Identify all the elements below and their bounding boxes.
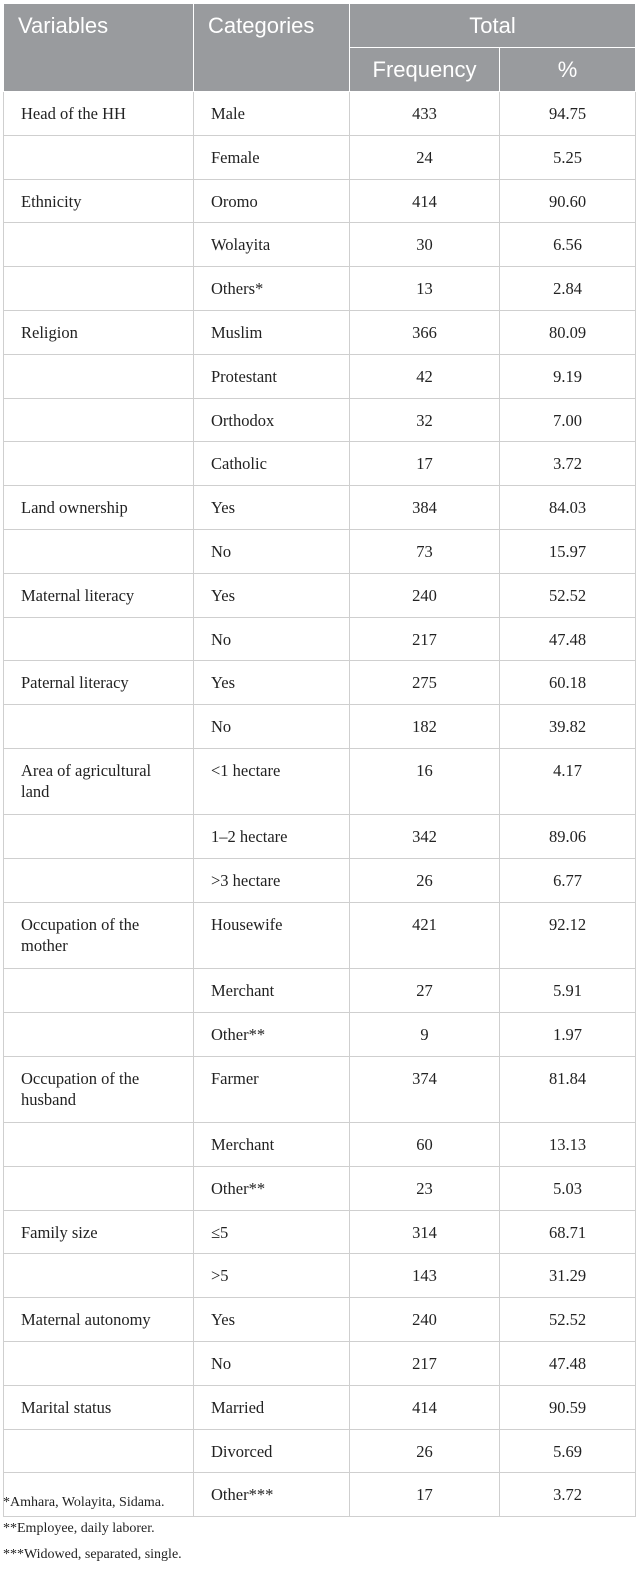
table-container — [3, 3, 635, 1517]
cell-category: >5 — [194, 1254, 350, 1298]
cell-percent: 90.60 — [500, 179, 636, 223]
cell-percent: 6.56 — [500, 223, 636, 267]
cell-frequency: 32 — [350, 398, 500, 442]
cell-frequency: 414 — [350, 1385, 500, 1429]
table-body — [4, 92, 636, 1517]
cell-frequency: 240 — [350, 1298, 500, 1342]
cell-variable: Maternal autonomy — [4, 1298, 194, 1342]
cell-category: ≤5 — [194, 1210, 350, 1254]
cell-frequency: 17 — [350, 442, 500, 486]
cell-frequency: 9 — [350, 1012, 500, 1056]
footnote-2: **Employee, daily laborer. — [3, 1521, 155, 1536]
cell-category: No — [194, 617, 350, 661]
cell-category: Yes — [194, 661, 350, 705]
cell-percent: 92.12 — [500, 902, 636, 968]
cell-frequency: 60 — [350, 1123, 500, 1167]
cell-category: Merchant — [194, 1123, 350, 1167]
table-row — [4, 573, 636, 617]
cell-variable: Paternal literacy — [4, 661, 194, 705]
cell-variable — [4, 859, 194, 903]
table-row — [4, 748, 636, 814]
cell-category: No — [194, 1342, 350, 1386]
cell-category: Wolayita — [194, 223, 350, 267]
cell-percent: 94.75 — [500, 92, 636, 136]
cell-variable — [4, 354, 194, 398]
cell-variable: Occupation of the mother — [4, 902, 194, 968]
cell-percent: 5.91 — [500, 969, 636, 1013]
table-row — [4, 661, 636, 705]
cell-frequency: 24 — [350, 135, 500, 179]
table-row — [4, 617, 636, 661]
cell-percent: 7.00 — [500, 398, 636, 442]
cell-category: Housewife — [194, 902, 350, 968]
cell-percent: 60.18 — [500, 661, 636, 705]
cell-category: Merchant — [194, 969, 350, 1013]
cell-frequency: 73 — [350, 529, 500, 573]
cell-percent: 31.29 — [500, 1254, 636, 1298]
cell-category: Oromo — [194, 179, 350, 223]
cell-category: Yes — [194, 1298, 350, 1342]
cell-percent: 5.69 — [500, 1429, 636, 1473]
table-row — [4, 267, 636, 311]
table-row — [4, 969, 636, 1013]
table-header — [4, 4, 636, 92]
demographics-table — [3, 3, 636, 1517]
table-row — [4, 92, 636, 136]
cell-percent: 68.71 — [500, 1210, 636, 1254]
cell-variable — [4, 135, 194, 179]
cell-percent: 81.84 — [500, 1056, 636, 1122]
cell-variable: Head of the HH — [4, 92, 194, 136]
cell-variable: Area of agricultural land — [4, 748, 194, 814]
cell-category: Female — [194, 135, 350, 179]
table-row — [4, 354, 636, 398]
cell-frequency: 240 — [350, 573, 500, 617]
header-frequency: Frequency — [350, 48, 500, 92]
cell-category: Other** — [194, 1166, 350, 1210]
cell-frequency: 30 — [350, 223, 500, 267]
cell-variable: Ethnicity — [4, 179, 194, 223]
cell-variable — [4, 1342, 194, 1386]
cell-category: Divorced — [194, 1429, 350, 1473]
cell-frequency: 16 — [350, 748, 500, 814]
table-row — [4, 1123, 636, 1167]
cell-category: Other** — [194, 1012, 350, 1056]
cell-frequency: 374 — [350, 1056, 500, 1122]
cell-variable — [4, 267, 194, 311]
cell-variable: Occupation of the husband — [4, 1056, 194, 1122]
table-row — [4, 310, 636, 354]
cell-frequency: 26 — [350, 859, 500, 903]
cell-percent: 3.72 — [500, 1473, 636, 1517]
table-row — [4, 1342, 636, 1386]
cell-frequency: 143 — [350, 1254, 500, 1298]
table-row — [4, 1385, 636, 1429]
header-categories: Categories — [194, 4, 350, 92]
cell-percent: 3.72 — [500, 442, 636, 486]
cell-frequency: 314 — [350, 1210, 500, 1254]
cell-category: No — [194, 529, 350, 573]
cell-percent: 5.03 — [500, 1166, 636, 1210]
table-row — [4, 135, 636, 179]
cell-percent: 15.97 — [500, 529, 636, 573]
cell-category: <1 hectare — [194, 748, 350, 814]
cell-category: Yes — [194, 573, 350, 617]
cell-category: Farmer — [194, 1056, 350, 1122]
cell-variable: Family size — [4, 1210, 194, 1254]
footnote-1: *Amhara, Wolayita, Sidama. — [3, 1495, 165, 1510]
header-percent: % — [500, 48, 636, 92]
cell-variable — [4, 1429, 194, 1473]
cell-frequency: 42 — [350, 354, 500, 398]
cell-percent: 89.06 — [500, 815, 636, 859]
cell-percent: 1.97 — [500, 1012, 636, 1056]
table-row — [4, 1298, 636, 1342]
cell-variable — [4, 1123, 194, 1167]
cell-percent: 5.25 — [500, 135, 636, 179]
cell-frequency: 217 — [350, 1342, 500, 1386]
cell-category: Married — [194, 1385, 350, 1429]
cell-percent: 47.48 — [500, 617, 636, 661]
cell-category: Catholic — [194, 442, 350, 486]
cell-category: Protestant — [194, 354, 350, 398]
cell-frequency: 421 — [350, 902, 500, 968]
table-row — [4, 1056, 636, 1122]
cell-frequency: 275 — [350, 661, 500, 705]
table-row — [4, 179, 636, 223]
cell-frequency: 17 — [350, 1473, 500, 1517]
cell-variable: Marital status — [4, 1385, 194, 1429]
cell-variable: Maternal literacy — [4, 573, 194, 617]
table-row — [4, 1210, 636, 1254]
cell-percent: 80.09 — [500, 310, 636, 354]
table-row — [4, 1429, 636, 1473]
table-row — [4, 859, 636, 903]
cell-category: No — [194, 705, 350, 749]
cell-category: Orthodox — [194, 398, 350, 442]
cell-category: Yes — [194, 486, 350, 530]
cell-frequency: 26 — [350, 1429, 500, 1473]
cell-variable — [4, 442, 194, 486]
cell-category: Others* — [194, 267, 350, 311]
header-variables: Variables — [4, 4, 194, 92]
footnotes — [3, 1490, 182, 1568]
cell-category: Muslim — [194, 310, 350, 354]
cell-variable: Land ownership — [4, 486, 194, 530]
cell-frequency: 414 — [350, 179, 500, 223]
cell-percent: 2.84 — [500, 267, 636, 311]
cell-category: >3 hectare — [194, 859, 350, 903]
cell-variable — [4, 1254, 194, 1298]
cell-variable — [4, 705, 194, 749]
cell-percent: 13.13 — [500, 1123, 636, 1167]
cell-percent: 84.03 — [500, 486, 636, 530]
cell-frequency: 23 — [350, 1166, 500, 1210]
table-row — [4, 1012, 636, 1056]
cell-percent: 47.48 — [500, 1342, 636, 1386]
header-total: Total — [350, 4, 636, 48]
cell-percent: 90.59 — [500, 1385, 636, 1429]
cell-category: Other*** — [194, 1473, 350, 1517]
cell-frequency: 433 — [350, 92, 500, 136]
cell-variable — [4, 969, 194, 1013]
table-row — [4, 902, 636, 968]
cell-frequency: 27 — [350, 969, 500, 1013]
table-row — [4, 223, 636, 267]
cell-variable — [4, 529, 194, 573]
footnote-3: ***Widowed, separated, single. — [3, 1547, 182, 1562]
cell-variable: Religion — [4, 310, 194, 354]
cell-percent: 39.82 — [500, 705, 636, 749]
cell-percent: 4.17 — [500, 748, 636, 814]
cell-frequency: 182 — [350, 705, 500, 749]
table-row — [4, 815, 636, 859]
cell-frequency: 384 — [350, 486, 500, 530]
table-row — [4, 1254, 636, 1298]
cell-category: Male — [194, 92, 350, 136]
cell-frequency: 13 — [350, 267, 500, 311]
table-row — [4, 398, 636, 442]
table-row — [4, 705, 636, 749]
cell-percent: 52.52 — [500, 1298, 636, 1342]
cell-frequency: 366 — [350, 310, 500, 354]
cell-percent: 6.77 — [500, 859, 636, 903]
cell-percent: 52.52 — [500, 573, 636, 617]
table-row — [4, 486, 636, 530]
cell-variable — [4, 223, 194, 267]
cell-frequency: 342 — [350, 815, 500, 859]
cell-frequency: 217 — [350, 617, 500, 661]
table-row — [4, 442, 636, 486]
cell-variable — [4, 617, 194, 661]
cell-variable — [4, 815, 194, 859]
cell-percent: 9.19 — [500, 354, 636, 398]
table-row — [4, 529, 636, 573]
table-row — [4, 1166, 636, 1210]
cell-category: 1–2 hectare — [194, 815, 350, 859]
cell-variable — [4, 398, 194, 442]
cell-variable — [4, 1012, 194, 1056]
cell-variable — [4, 1166, 194, 1210]
